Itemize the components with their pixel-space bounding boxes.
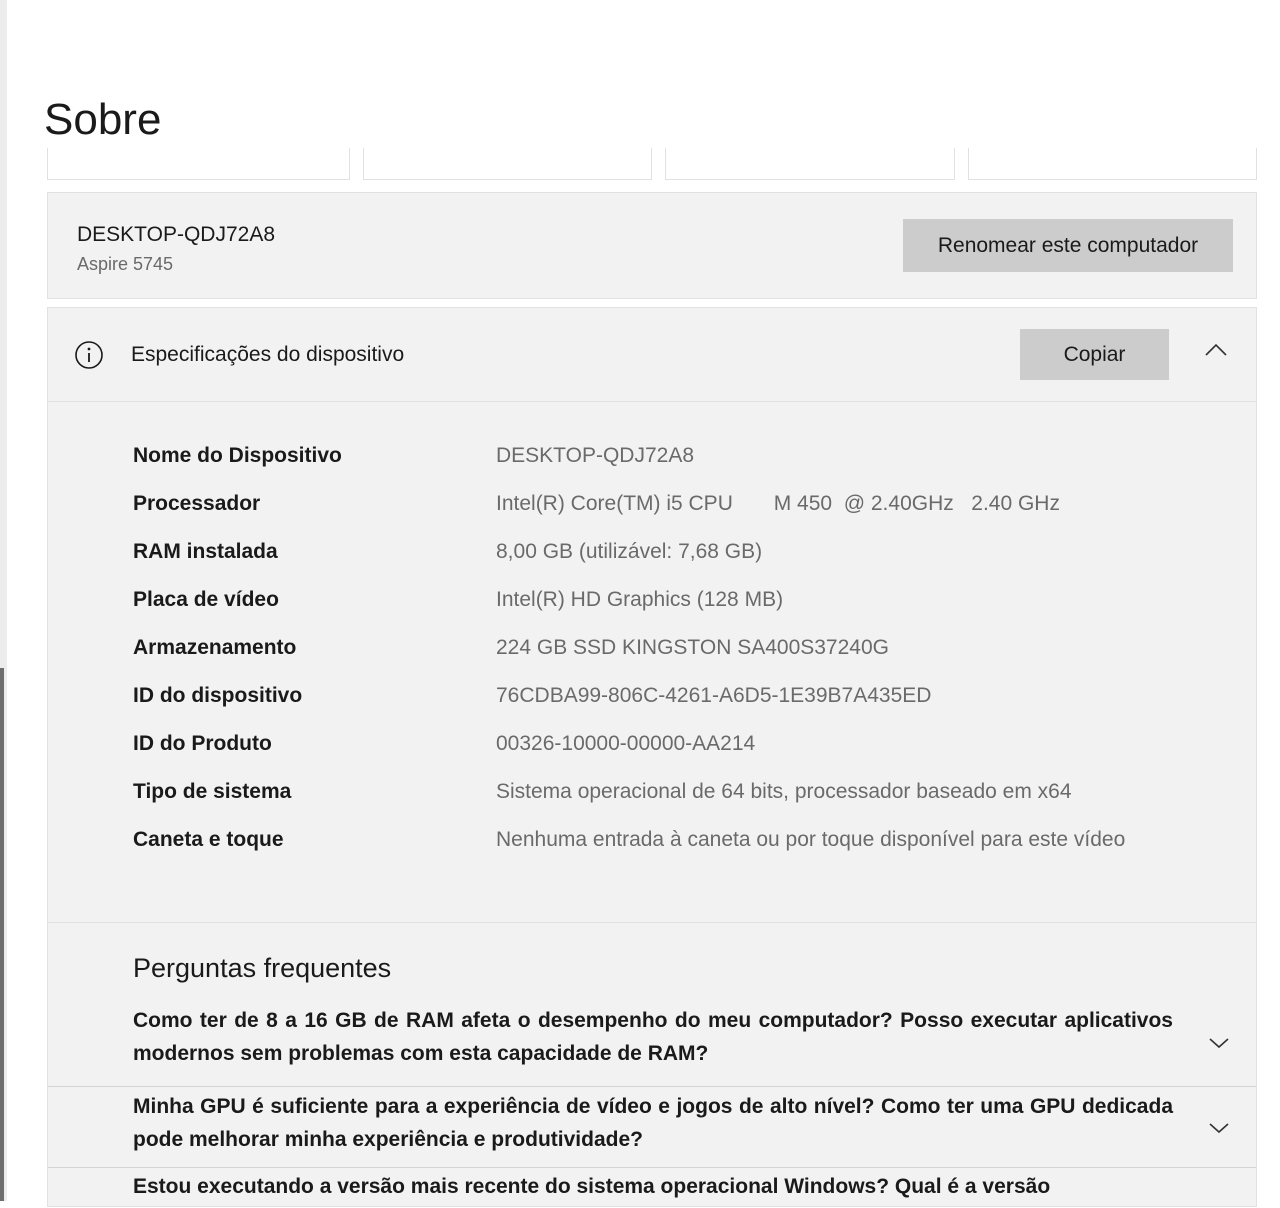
faq-item[interactable] xyxy=(48,1000,1256,1086)
chevron-down-icon[interactable] xyxy=(1208,1036,1230,1050)
spec-label: Placa de vídeo xyxy=(133,588,279,611)
spec-value: Nenhuma entrada à caneta ou por toque disponível para este vídeo xyxy=(496,828,1126,851)
faq-item[interactable] xyxy=(48,1086,1256,1168)
faq-divider xyxy=(48,922,1256,923)
scrollbar-thumb[interactable] xyxy=(0,668,4,1201)
chevron-down-icon[interactable] xyxy=(1208,1121,1230,1135)
specs-header[interactable] xyxy=(48,308,1256,402)
copy-button[interactable]: Copiar xyxy=(1020,329,1169,380)
page-title: Sobre xyxy=(44,95,162,144)
spec-label: Caneta e toque xyxy=(133,828,284,851)
faq-title: Perguntas frequentes xyxy=(133,953,392,983)
spec-value: 224 GB SSD KINGSTON SA400S37240G xyxy=(496,636,889,659)
specs-title: Especificações do dispositivo xyxy=(131,343,405,366)
spec-value: Intel(R) Core(TM) i5 CPU M 450 @ 2.40GHz 2.40 GHz xyxy=(496,492,1060,515)
spec-label: ID do Produto xyxy=(133,732,272,755)
spec-label: RAM instalada xyxy=(133,540,278,563)
spec-value: Sistema operacional de 64 bits, processador baseado em x64 xyxy=(496,780,1072,803)
faq-item[interactable] xyxy=(48,1168,1256,1208)
spec-label: Processador xyxy=(133,492,261,515)
device-name: DESKTOP-QDJ72A8 xyxy=(77,223,276,246)
info-icon xyxy=(74,340,104,370)
spec-value: 00326-10000-00000-AA214 xyxy=(496,732,756,755)
spec-value: 8,00 GB (utilizável: 7,68 GB) xyxy=(496,540,763,563)
spec-label: Armazenamento xyxy=(133,636,297,659)
rename-computer-button[interactable]: Renomear este computador xyxy=(903,219,1233,272)
device-card xyxy=(47,192,1257,299)
device-model: Aspire 5745 xyxy=(77,254,174,274)
related-tile[interactable] xyxy=(363,148,652,180)
spec-value: DESKTOP-QDJ72A8 xyxy=(496,444,695,467)
spec-value: Intel(R) HD Graphics (128 MB) xyxy=(496,588,784,611)
related-tile[interactable] xyxy=(968,148,1257,180)
spec-value: 76CDBA99-806C-4261-A6D5-1E39B7A435ED xyxy=(496,684,932,707)
chevron-up-icon[interactable] xyxy=(1204,342,1228,358)
faq-question: Minha GPU é suficiente para a experiência de vídeo e jogos de alto nível? Como ter uma GPU dedicada pode melhorar minha experiência e produtividade? xyxy=(133,1095,1173,1151)
faq-question: Como ter de 8 a 16 GB de RAM afeta o desempenho do meu computador? Posso executar aplicativos modernos sem problemas com esta capacidade de RAM? xyxy=(133,1009,1173,1065)
device-specifications-section xyxy=(47,307,1257,1207)
faq-question: Estou executando a versão mais recente do sistema operacional Windows? Qual é a versão xyxy=(133,1175,1051,1198)
spec-label: Nome do Dispositivo xyxy=(133,444,342,467)
spec-label: ID do dispositivo xyxy=(133,684,303,707)
related-tile[interactable] xyxy=(665,148,955,180)
related-tile[interactable] xyxy=(47,148,350,180)
spec-label: Tipo de sistema xyxy=(133,780,292,803)
